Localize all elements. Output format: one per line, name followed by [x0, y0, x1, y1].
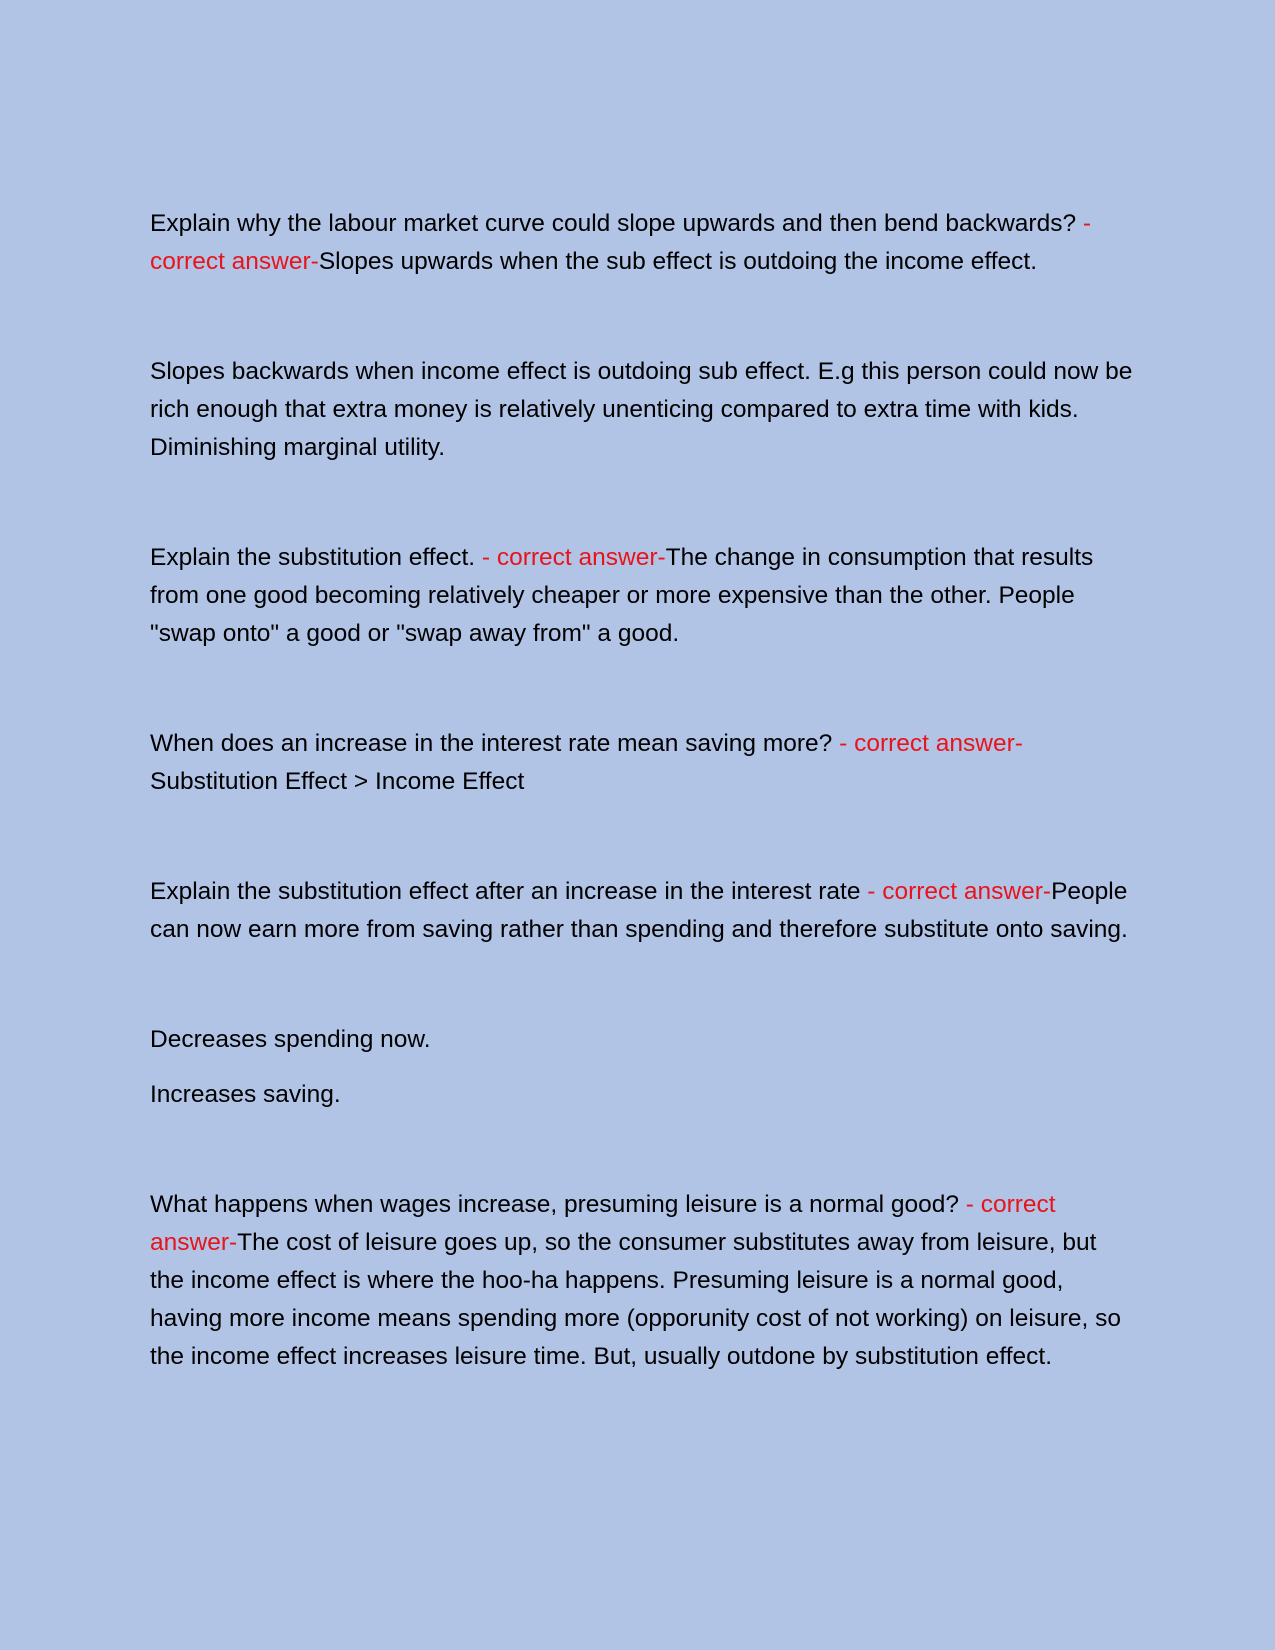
answer-text: Slopes upwards when the sub effect is outdoing the income effect.	[318, 248, 1038, 275]
qa-item-substitution-effect	[150, 539, 1135, 653]
question-text: Explain the substitution effect.	[150, 544, 476, 571]
correct-answer-marker: - correct answer-	[832, 730, 1023, 757]
answer-continuation-line: Decreases spending now.	[150, 1026, 431, 1053]
question-text: What happens when wages increase, presuming leisure is a normal good?	[150, 1191, 959, 1218]
qa-item-wage-increase-leisure	[150, 1186, 1135, 1376]
flashcard-text-body	[150, 205, 1135, 1376]
answer-text: People can now earn more from saving rather than spending and therefore substitute onto saving.	[150, 878, 1128, 943]
question-text: Explain why the labour market curve could slope upwards and then bend backwards?	[150, 210, 1077, 237]
qa-item-substitution-interest-rate	[150, 873, 1135, 949]
correct-answer-marker: - correct answer-	[150, 210, 1092, 275]
qa-item-labour-curve	[150, 205, 1135, 281]
answer-text: Substitution Effect > Income Effect	[150, 768, 525, 795]
qa-item-interest-rate-saving	[150, 725, 1135, 801]
correct-answer-marker: - correct answer-	[475, 544, 666, 571]
answer-text: The cost of leisure goes up, so the consumer substitutes away from leisure, but the income effect is where the hoo-ha happens. Presuming leisure is a normal good, having more income means spending more (opporunity cost of not working) on leisure, so the income effect increases leisure time. But, usually outdone by substitution effect.	[150, 1229, 1121, 1370]
answer-text: The change in consumption that results from one good becoming relatively cheaper or more expensive than the other. People "swap onto" a good or "swap away from" a good.	[150, 544, 1094, 647]
question-text: When does an increase in the interest rate mean saving more?	[150, 730, 833, 757]
answer-continuation-paragraph: Slopes backwards when income effect is outdoing sub effect. E.g this person could now be rich enough that extra money is relatively unenticing compared to extra time with kids. Diminishing marginal utility.	[150, 358, 1133, 461]
question-text: Explain the substitution effect after an increase in the interest rate	[150, 878, 861, 905]
answer-continuation-line: Increases saving.	[150, 1081, 341, 1108]
correct-answer-marker: - correct answer-	[860, 878, 1052, 905]
correct-answer-marker: - correct answer-	[150, 1191, 1056, 1256]
